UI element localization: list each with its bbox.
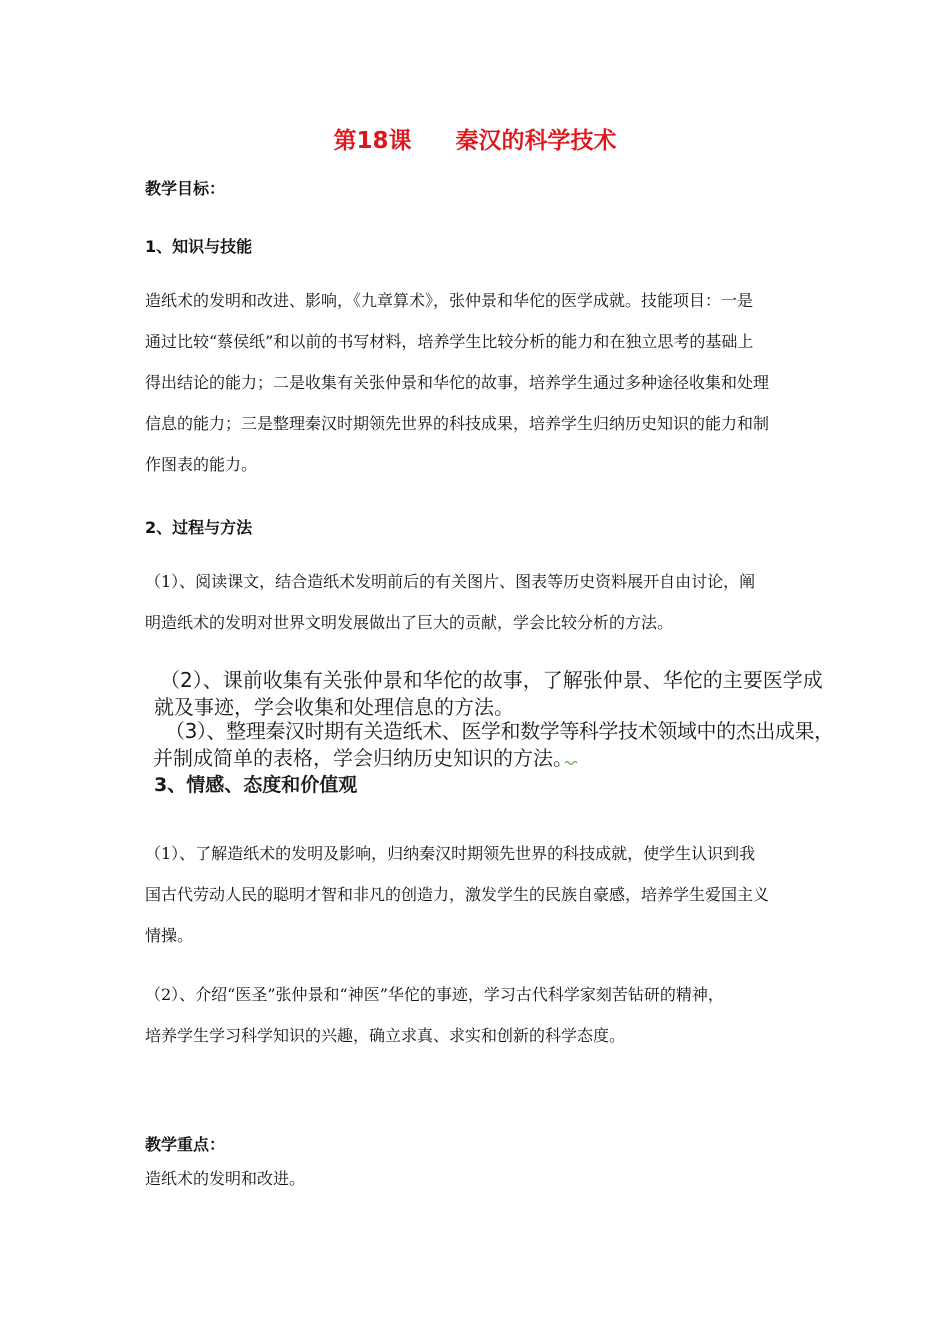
section2-item3: [153, 718, 834, 772]
text-line: 明造纸术的发明对世界文明发展做出了巨大的贡献，学会比较分析的方法。: [145, 613, 674, 632]
text-line: （1）、了解造纸术的发明及影响，归纳秦汉时期领先世界的科技成就，使学生认识到我: [145, 844, 756, 863]
section3-item2: [145, 974, 724, 1056]
text-line: 培养学生学习科学知识的兴趣，确立求真、求实和创新的科学态度。: [145, 1026, 626, 1045]
objectives-heading: 教学目标：: [145, 179, 226, 198]
text-line: 通过比较“蔡侯纸”和以前的书写材料，培养学生比较分析的能力和在独立思考的基础上: [145, 332, 754, 351]
text-line: 国古代劳动人民的聪明才智和非凡的创造力，激发学生的民族自豪感，培养学生爱国主义: [145, 885, 770, 904]
section1-body: [145, 280, 769, 485]
spellcheck-squiggle: [565, 760, 577, 766]
text-line: 并制成简单的表格，学会归纳历史知识的方法。: [153, 746, 573, 770]
text-line: （2）、介绍“医圣”张仲景和“神医”华佗的事迹，学习古代科学家刻苦钻研的精神，: [145, 985, 724, 1004]
text-line: （2）、课前收集有关张仲景和华佗的故事，了解张仲景、华佗的主要医学成: [160, 668, 823, 692]
section2-item2: [154, 667, 823, 721]
text-line: （1）、阅读课文，结合造纸术发明前后的有关图片、图表等历史资料展开自由讨论，阐: [145, 572, 756, 591]
lesson-number: 第18课: [333, 128, 412, 154]
text-line: 造纸术的发明和改进、影响，《九章算术》，张仲景和华佗的医学成就。技能项目：一是: [145, 291, 754, 310]
text-line: 情操。: [145, 926, 194, 945]
key-points-heading: 教学重点：: [145, 1135, 226, 1154]
section3-item1: [145, 833, 769, 956]
section3-heading: 3、情感、态度和价值观: [154, 774, 358, 796]
section1-heading: 1、知识与技能: [145, 237, 253, 256]
text-line: 信息的能力；三是整理秦汉时期领先世界的科技成果，培养学生归纳历史知识的能力和制: [145, 414, 770, 433]
text-line: 得出结论的能力；二是收集有关张仲景和华佗的故事，培养学生通过多种途径收集和处理: [145, 373, 770, 392]
lesson-topic: 秦汉的科学技术: [455, 128, 617, 154]
text-line: 就及事迹，学会收集和处理信息的方法。: [154, 695, 514, 719]
section2-item1: [145, 561, 755, 643]
text-line: 作图表的能力。: [145, 455, 258, 474]
page-title: [0, 122, 950, 155]
text-line: （3）、整理秦汉时期有关造纸术、医学和数学等科学技术领域中的杰出成果，: [165, 719, 834, 743]
section2-heading: 2、过程与方法: [145, 518, 253, 537]
key-points-text: 造纸术的发明和改进。: [145, 1169, 306, 1188]
